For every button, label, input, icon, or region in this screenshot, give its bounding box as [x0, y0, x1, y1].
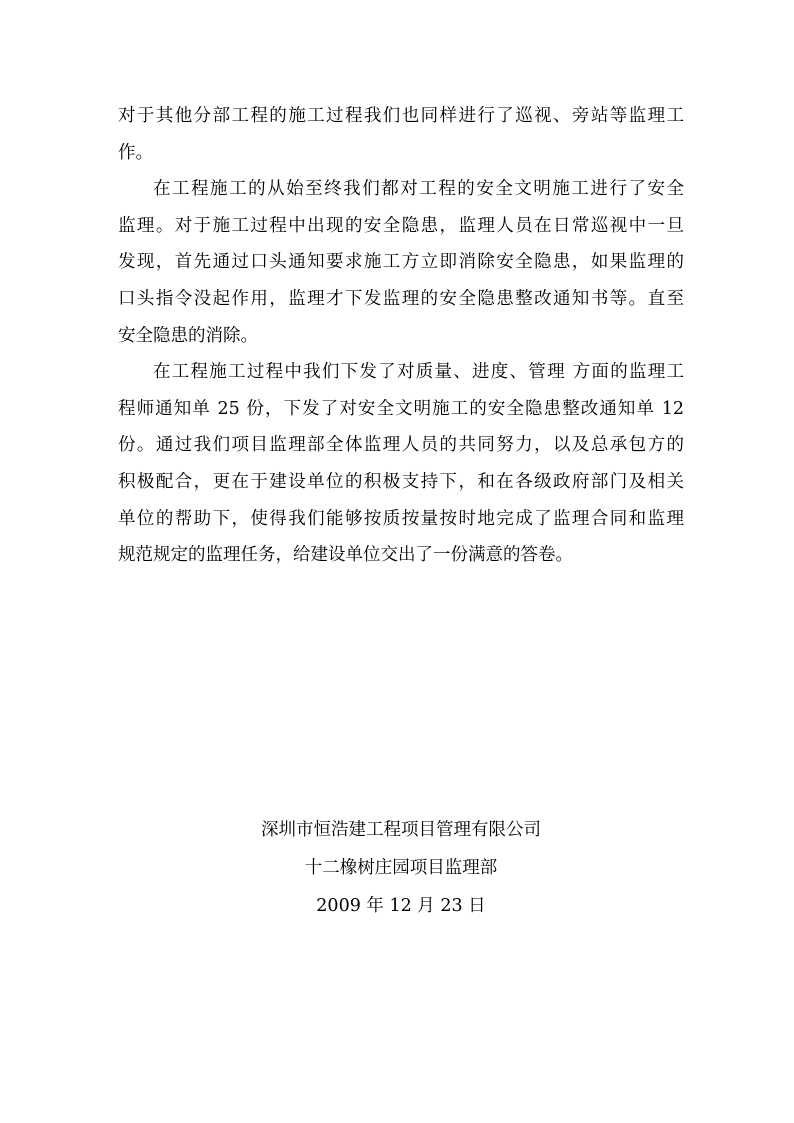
- paragraph-1-line-2: 作。: [118, 142, 153, 163]
- paragraph-2-line-5: 安全隐患的消除。: [118, 325, 258, 346]
- paragraph-3-line-3: 份。通过我们项目监理部全体监理人员的共同努力，以及总承包方的: [118, 435, 684, 456]
- paragraph-3-line-2: 程师通知单 25 份，下发了对安全文明施工的安全隐患整改通知单 12: [118, 398, 684, 419]
- paragraph-3-line-1: 在工程施工过程中我们下发了对质量、进度、管理 方面的监理工: [153, 362, 684, 383]
- paragraph-2-line-4: 口头指令没起作用，监理才下发监理的安全隐患整改通知书等。直至: [118, 288, 684, 309]
- paragraph-3-line-6: 规范规定的监理任务，给建设单位交出了一份满意的答卷。: [118, 545, 573, 566]
- signature-block: [118, 811, 684, 925]
- paragraph-2-line-3: 发现，首先通过口头通知要求施工方立即消除安全隐患，如果监理的: [118, 252, 684, 273]
- paragraph-1-line-1: 对于其他分部工程的施工过程我们也同样进行了巡视、旁站等监理工: [118, 106, 684, 126]
- paragraph-2-line-2: 监理。对于施工过程中出现的安全隐患，监理人员在日常巡视中一旦: [118, 215, 684, 236]
- company-name: 深圳市恒浩建工程项目管理有限公司: [261, 820, 541, 840]
- paragraph-3-line-4: 积极配合，更在于建设单位的积极支持下，和在各级政府部门及相关: [118, 471, 684, 492]
- signature-date: 2009 年 12 月 23 日: [316, 896, 486, 916]
- body-text: [118, 98, 684, 574]
- department-name: 十二橡树庄园项目监理部: [304, 858, 498, 878]
- paragraph-3-line-5: 单位的帮助下，使得我们能够按质按量按时地完成了监理合同和监理: [118, 508, 684, 529]
- paragraph-2-line-1: 在工程施工的从始至终我们都对工程的安全文明施工进行了安全: [153, 179, 684, 200]
